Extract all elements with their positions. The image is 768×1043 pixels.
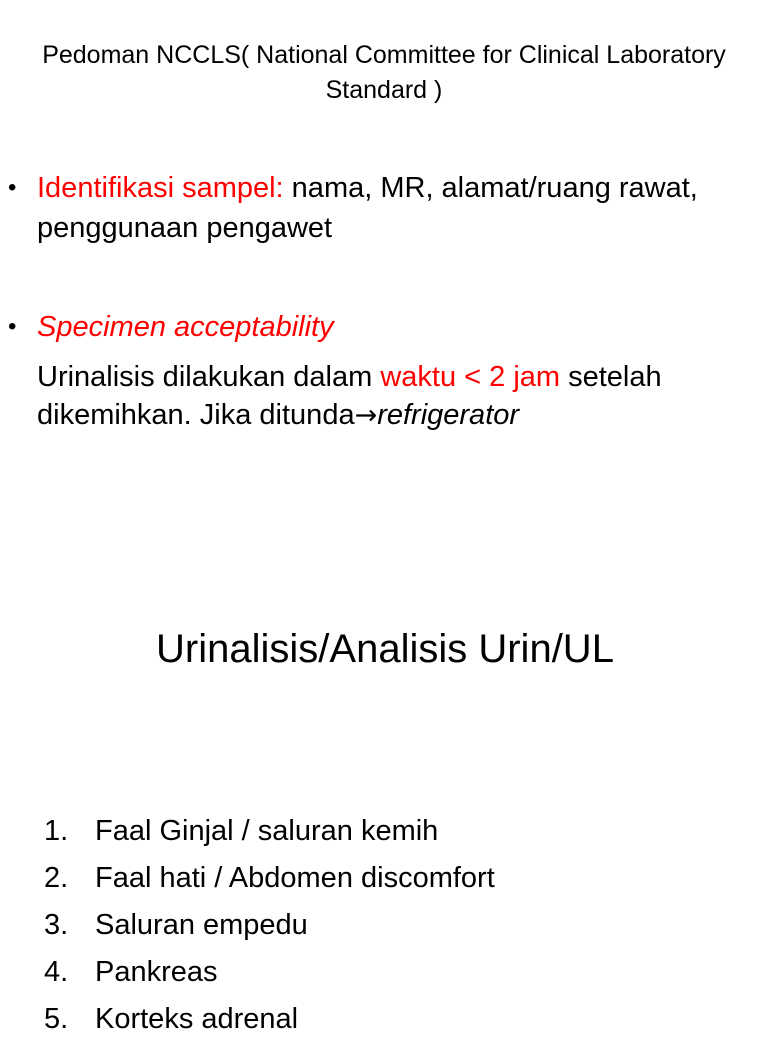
list-item-text: Faal Ginjal / saluran kemih bbox=[95, 815, 439, 847]
bullet-dot: • bbox=[8, 174, 17, 201]
slide-title: Urinalisis/Analisis Urin/UL bbox=[156, 627, 614, 671]
bullet-label-identification: Identifikasi sampel: bbox=[37, 172, 284, 204]
arrow-right-icon: → bbox=[354, 400, 378, 431]
list-item bbox=[44, 855, 495, 902]
list-item bbox=[44, 902, 495, 949]
list-item bbox=[44, 949, 495, 996]
paragraph-part2: setelah dikemihkan. Jika ditunda bbox=[37, 361, 662, 431]
paragraph-highlight: waktu < 2 jam bbox=[380, 361, 561, 393]
indication-list bbox=[44, 808, 495, 1043]
bullet-specimen-acceptability bbox=[8, 307, 748, 347]
list-item-text: Korteks adrenal bbox=[95, 1003, 299, 1035]
list-item bbox=[44, 808, 495, 855]
slide-urinalysis bbox=[0, 520, 768, 1035]
list-item-number: 4. bbox=[44, 956, 69, 988]
list-item-text: Faal hati / Abdomen discomfort bbox=[95, 862, 495, 894]
bullet-label-acceptability: Specimen acceptability bbox=[37, 311, 334, 343]
bullet-body bbox=[37, 168, 748, 248]
acceptability-paragraph bbox=[37, 358, 757, 435]
list-item-number: 1. bbox=[44, 815, 69, 847]
slide-title: Pedoman NCCLS( National Committee for Clinical Laboratory Standard ) bbox=[42, 41, 726, 104]
paragraph-emphasis: refrigerator bbox=[377, 399, 520, 431]
list-item-number: 3. bbox=[44, 909, 69, 941]
bullet-sample-identification bbox=[8, 168, 748, 248]
list-item-number: 5. bbox=[44, 1003, 69, 1035]
bullet-dot: • bbox=[8, 313, 17, 340]
bullet-text-identification: nama, MR, alamat/ruang rawat, penggunaan pengawet bbox=[37, 172, 698, 244]
bullet-body bbox=[37, 307, 748, 347]
slide-nccls-guidelines bbox=[0, 0, 768, 520]
list-item-text: Pankreas bbox=[95, 956, 218, 988]
list-item-text: Saluran empedu bbox=[95, 909, 308, 941]
paragraph-part1: Urinalisis dilakukan dalam bbox=[37, 361, 381, 393]
list-item-number: 2. bbox=[44, 862, 69, 894]
list-item bbox=[44, 996, 495, 1043]
